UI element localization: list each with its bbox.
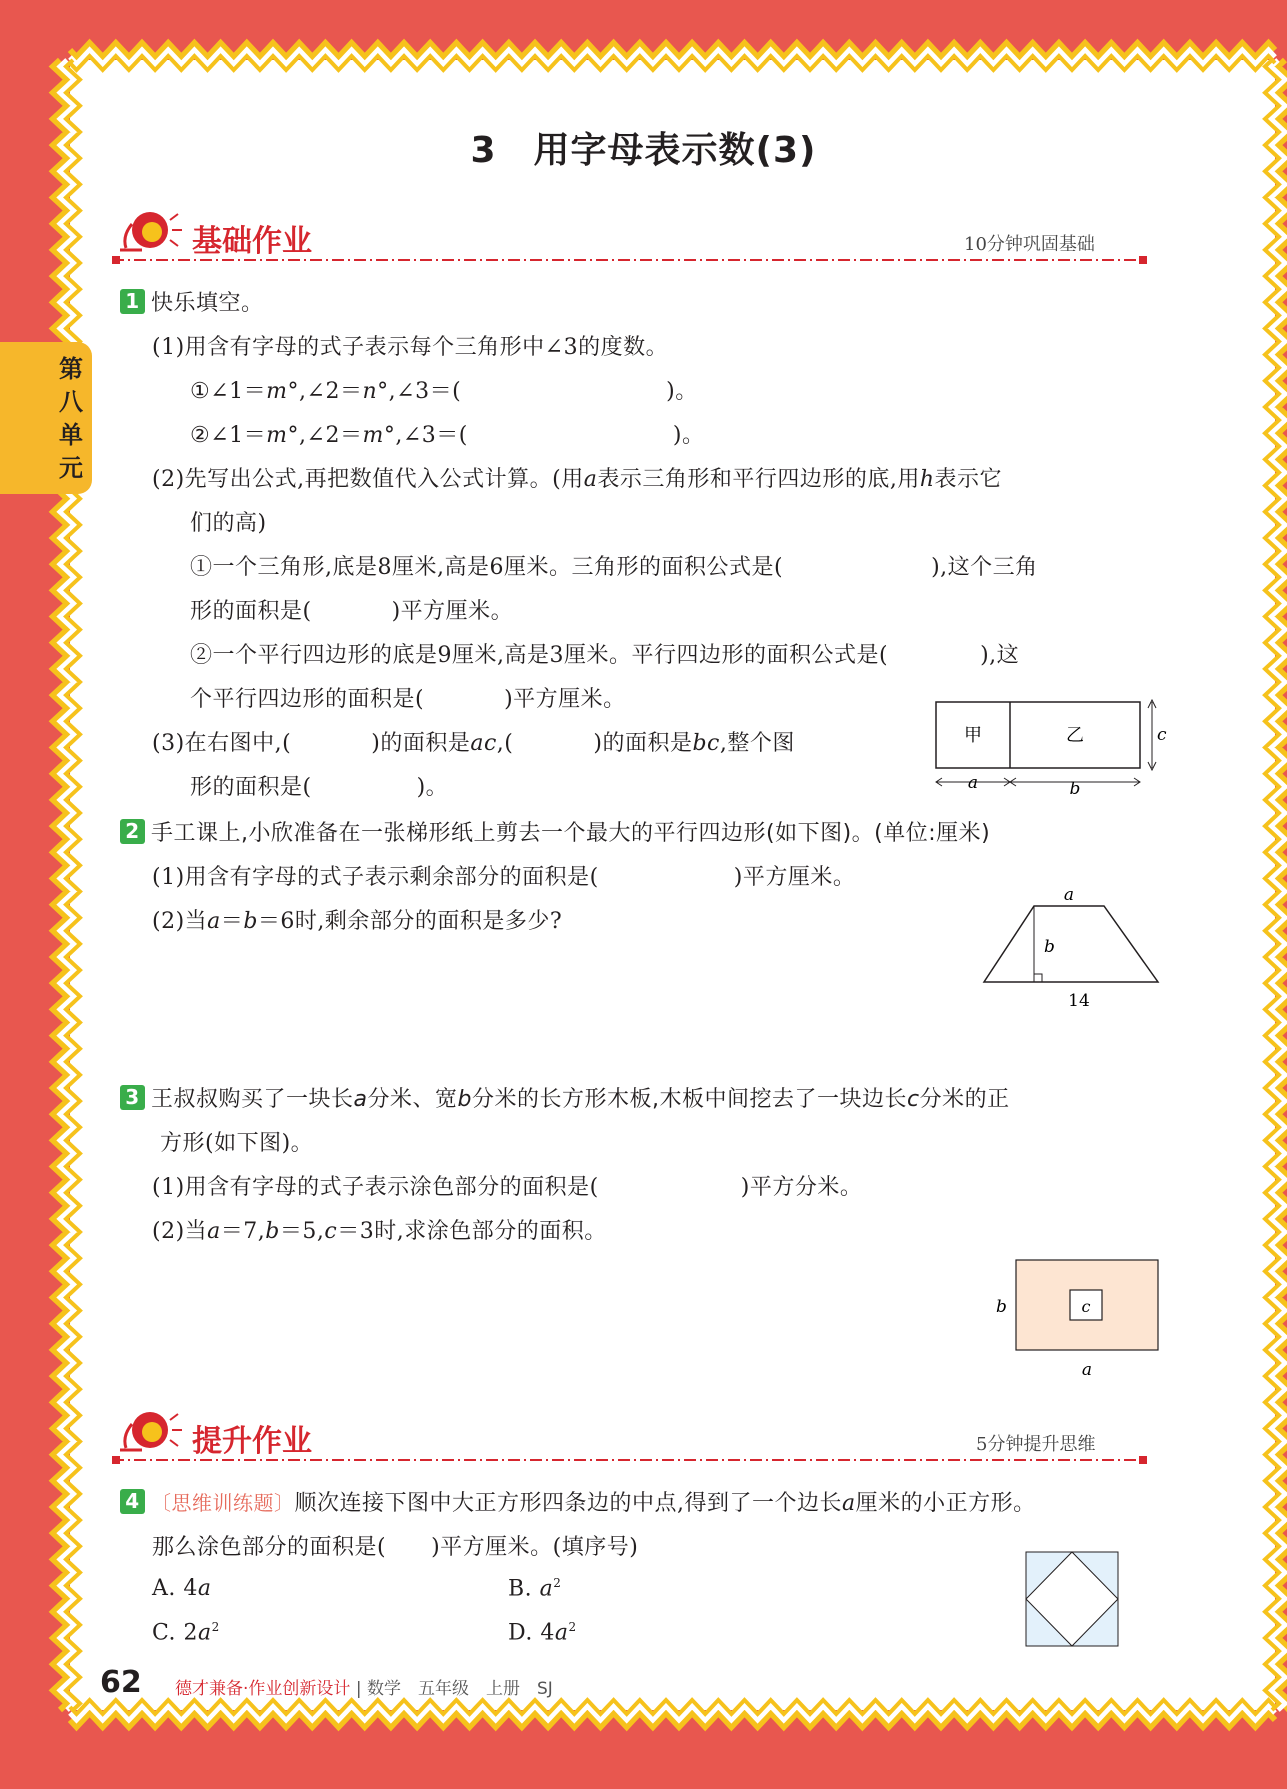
question-4-line2: 那么涂色部分的面积是( )平方厘米。(填序号) [152,1535,639,1560]
label-a: a [967,773,979,793]
side-tab-char: 元 [59,453,83,482]
trapezoid-outline [984,906,1158,982]
label-b: b [996,1297,1007,1317]
q3-board-figure [990,1256,1166,1380]
question-3-line2: 方形(如下图)。 [160,1131,314,1156]
option-d[interactable]: D. $4a^2$ [508,1620,577,1646]
section-hint-basic: 10分钟巩固基础 [964,234,1095,255]
footer-separator: | [355,1679,362,1699]
q1-part2-a-line1: ①一个三角形,底是8厘米,高是6厘米。三角形的面积公式是( ),这个三角 [190,555,1038,580]
side-tab-char: 单 [59,420,83,449]
label-14: 14 [1068,991,1090,1010]
q1-part3-line2: 形的面积是( )。 [190,775,449,800]
question-number: 4 [120,1489,145,1514]
q3-part1: (1)用含有字母的式子表示涂色部分的面积是( )平方分米。 [152,1175,863,1200]
q2-part1: (1)用含有字母的式子表示剩余部分的面积是( )平方厘米。 [152,865,856,890]
q1-part2-b-line1: ②一个平行四边形的底是9厘米,高是3厘米。平行四边形的面积公式是( ),这 [190,643,1020,668]
question-1-title [120,286,264,317]
label-a: a [1081,1360,1093,1380]
footer-brand: 德才兼备·作业创新设计 [175,1679,351,1699]
section-title-advanced: 提升作业 [192,1424,312,1459]
label-a: a [1063,885,1075,905]
question-number: 2 [120,819,145,844]
lamp-icon [120,1412,182,1450]
unit-side-tab [0,342,92,494]
q3-part2: (2)当a＝7,b＝5,c＝3时,求涂色部分的面积。 [152,1219,607,1244]
label-jia: 甲 [964,725,982,746]
footer-text [175,1674,553,1699]
label-c: c [1157,725,1167,745]
option-b[interactable]: B. $a^2$ [508,1576,562,1602]
label-c: c [1081,1297,1091,1316]
q2-trapezoid-figure [978,882,1164,1010]
q1-part1-a: ①∠1＝m°,∠2＝n°,∠3＝( )。 [190,379,698,404]
section-hint-advanced: 5分钟提升思维 [976,1434,1096,1455]
q1-part3-line1: (3)在右图中,( )的面积是ac,( )的面积是bc,整个图 [152,731,795,756]
side-tab-char: 八 [59,387,83,416]
section-title-basic: 基础作业 [192,224,312,259]
q1-part2-line2: 们的高) [190,511,267,536]
q1-part2-line1: (2)先写出公式,再把数值代入公式计算。(用a表示三角形和平行四边形的底,用h表示它 [152,467,1003,492]
label-b: b [1044,937,1055,957]
q1-part1: (1)用含有字母的式子表示每个三角形中∠3的度数。 [152,335,669,360]
thinking-tag: 〔思维训练题〕 [151,1491,295,1515]
label-yi: 乙 [1066,725,1084,746]
lamp-icon [120,212,182,250]
q4-square-figure [1024,1550,1120,1648]
q2-part2: (2)当a＝b＝6时,剩余部分的面积是多少? [152,909,563,934]
question-4-line1: 4 〔思维训练题〕顺次连接下图中大正方形四条边的中点,得到了一个边长a厘米的小正方形。 [120,1486,1036,1517]
question-number: 1 [120,289,145,314]
question-3-line1: 3 王叔叔购买了一块长a分米、宽b分米的长方形木板,木板中间挖去了一块边长c分米的正 [120,1082,1010,1113]
label-b: b [1069,779,1081,794]
option-a[interactable]: A. 4a [152,1576,212,1601]
question-text: 快乐填空。 [151,291,264,316]
page-number: 62 [100,1665,142,1700]
option-c[interactable]: C. $2a^2$ [152,1620,220,1646]
q1-part1-b: ②∠1＝m°,∠2＝m°,∠3＝( )。 [190,423,705,448]
question-number: 3 [120,1085,145,1110]
q1-part2-a-line2: 形的面积是( )平方厘米。 [190,599,514,624]
question-2-text: 2 手工课上,小欣准备在一张梯形纸上剪去一个最大的平行四边形(如下图)。(单位:厘米) [120,816,990,847]
q1-part2-b-line2: 个平行四边形的面积是( )平方厘米。 [190,687,626,712]
page-title: 3 用字母表示数(3) [470,130,817,171]
footer-subtitle: 数学 五年级 上册 SJ [366,1679,553,1699]
side-tab-char: 第 [59,354,83,383]
q1-rectangle-figure [930,694,1170,794]
